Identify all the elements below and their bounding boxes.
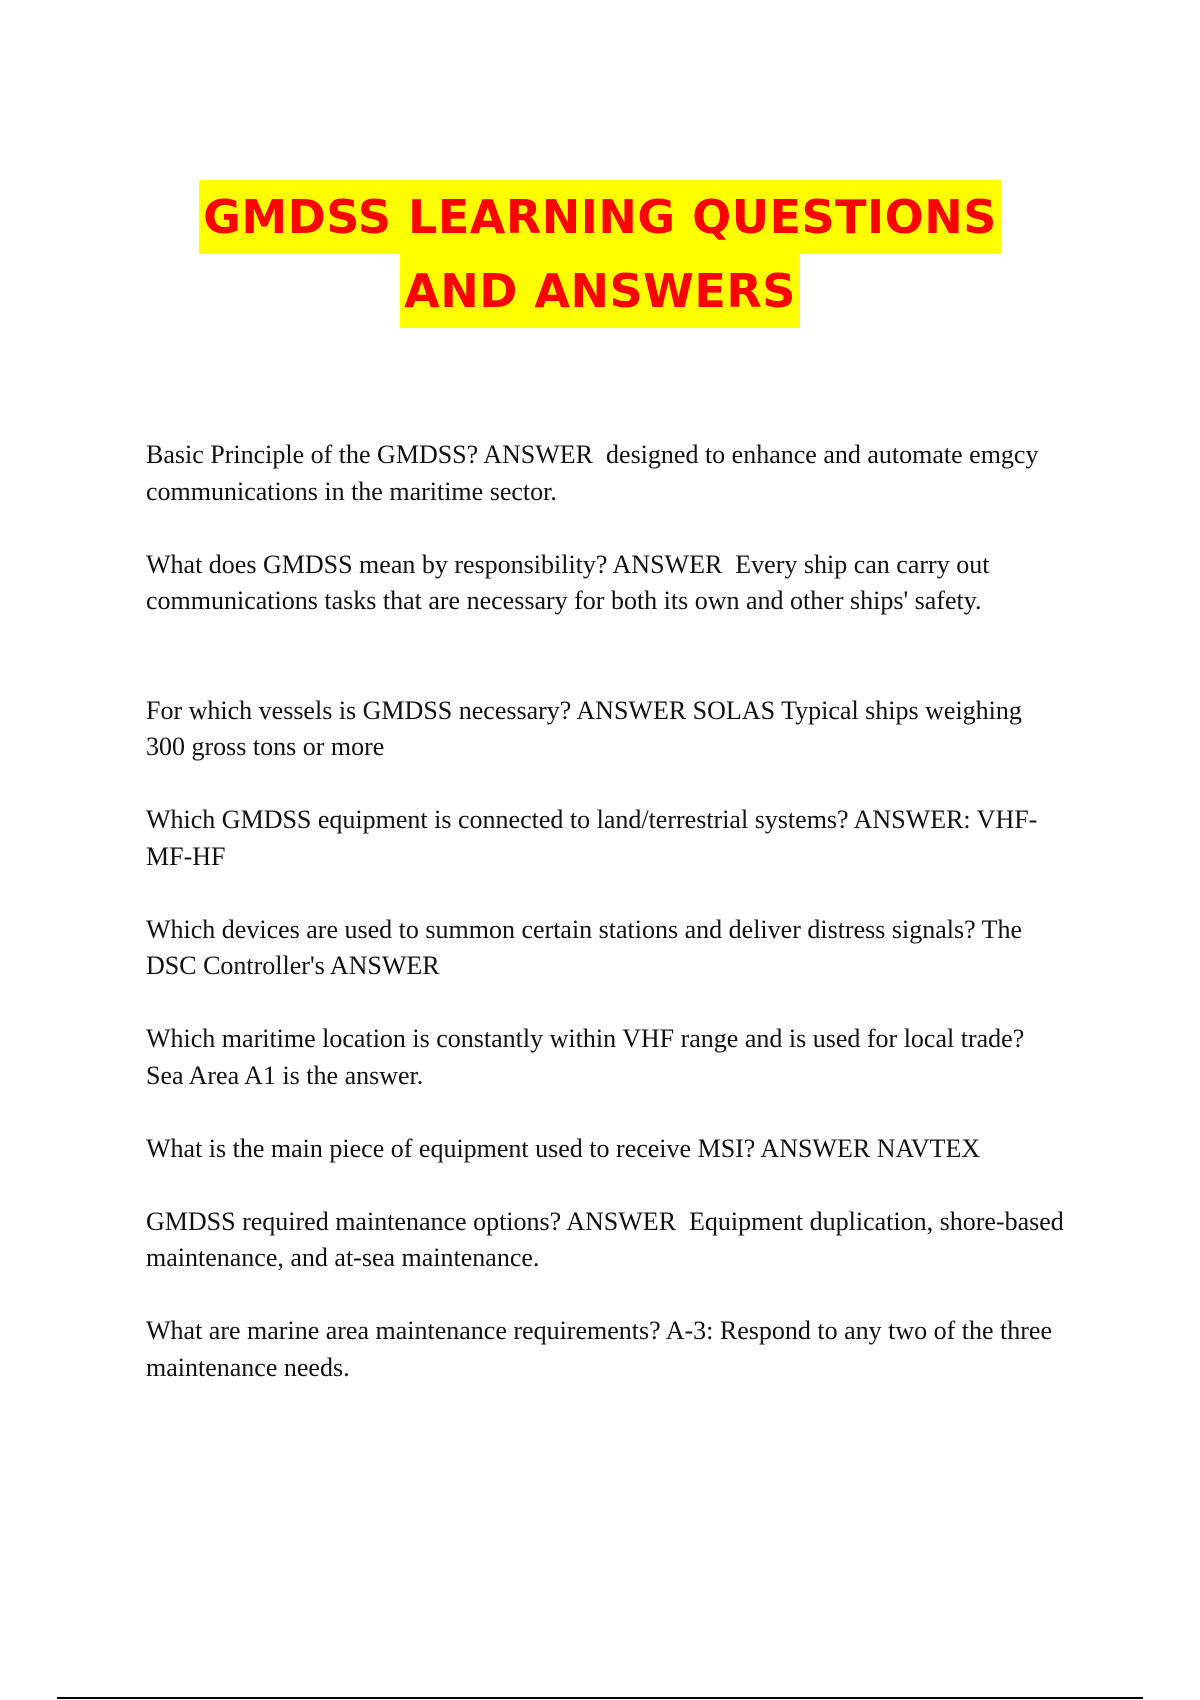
qa-item: Which maritime location is constantly within VHF range and is used for local trade? Sea Area A1 is the answer. — [146, 1024, 1031, 1090]
qa-item: GMDSS required maintenance options? ANSWER Equipment duplication, shore-based maintenance, and at-sea maintenance. — [146, 1206, 1071, 1272]
title-line-2: AND ANSWERS — [400, 254, 800, 328]
qa-item: For which vessels is GMDSS necessary? ANSWER SOLAS Typical ships weighing 300 gross tons or more — [146, 695, 1029, 761]
title-line-1: GMDSS LEARNING QUESTIONS — [199, 180, 1001, 254]
qa-item: Which devices are used to summon certain stations and deliver distress signals? The DSC Controller's ANSWER — [146, 914, 1029, 980]
qa-item: Which GMDSS equipment is connected to land/terrestrial systems? ANSWER: VHF-MF-HF — [146, 805, 1038, 871]
qa-item: What are marine area maintenance requirements? A-3: Respond to any two of the three maintenance needs. — [146, 1316, 1059, 1382]
qa-item: What is the main piece of equipment used to receive MSI? ANSWER NAVTEX — [146, 1133, 981, 1163]
qa-list — [146, 437, 1071, 1423]
qa-item: What does GMDSS mean by responsibility? ANSWER Every ship can carry out communications tasks that are necessary for both its own and other ships' safety. — [146, 549, 996, 615]
qa-item: Basic Principle of the GMDSS? ANSWER designed to enhance and automate emgcy communications in the maritime sector. — [146, 440, 1045, 506]
document-title — [0, 180, 1200, 328]
footer-divider — [57, 1697, 1143, 1699]
